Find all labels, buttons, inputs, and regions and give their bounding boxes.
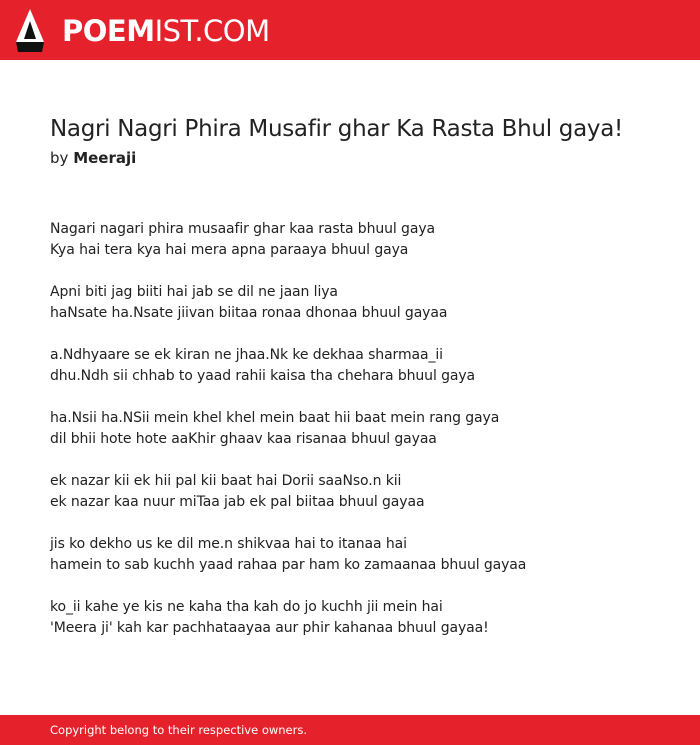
- stanza: [50, 219, 670, 261]
- poem-line: 'Meera ji' kah kar pachhataayaa aur phir kahanaa bhuul gayaa!: [50, 620, 489, 636]
- stanza: [50, 282, 670, 324]
- poem-line: Kya hai tera kya hai mera apna paraaya bhuul gaya: [50, 242, 409, 258]
- logo-light-text: IST.COM: [154, 14, 270, 48]
- poem-line: hamein to sab kuchh yaad rahaa par ham ko zamaanaa bhuul gayaa: [50, 557, 527, 573]
- poem-line: ha.Nsii ha.NSii mein khel khel mein baat hii baat mein rang gaya: [50, 410, 500, 426]
- poem-line: dil bhii hote hote aaKhir ghaav kaa risanaa bhuul gayaa: [50, 431, 437, 447]
- poem-line: Nagari nagari phira musaafir ghar kaa rasta bhuul gaya: [50, 221, 435, 237]
- site-logo[interactable]: [62, 11, 270, 51]
- author-name: Meeraji: [73, 149, 137, 167]
- poem-line: dhu.Ndh sii chhab to yaad rahii kaisa tha chehara bhuul gaya: [50, 368, 476, 384]
- stanza: [50, 471, 670, 513]
- stanza: [50, 345, 670, 387]
- poem-line: jis ko dekho us ke dil me.n shikvaa hai to itanaa hai: [50, 536, 407, 552]
- byline: [50, 149, 136, 167]
- pen-nib-icon[interactable]: [16, 9, 44, 52]
- by-label: by: [50, 149, 69, 167]
- poem-line: ek nazar kii ek hii pal kii baat hai Dorii saaNso.n kii: [50, 473, 402, 489]
- poem-body: [50, 219, 670, 660]
- stanza: [50, 534, 670, 576]
- poem-title: Nagri Nagri Phira Musafir ghar Ka Rasta Bhul gaya!: [50, 116, 623, 142]
- poem-line: ko_ii kahe ye kis ne kaha tha kah do jo kuchh jii mein hai: [50, 599, 443, 615]
- poem-line: haNsate ha.Nsate jiivan biitaa ronaa dhonaa bhuul gayaa: [50, 305, 448, 321]
- site-footer: [0, 715, 700, 745]
- site-header: [0, 0, 700, 60]
- logo-bold-text: POEM: [62, 14, 155, 48]
- poem-line: ek nazar kaa nuur miTaa jab ek pal biitaa bhuul gayaa: [50, 494, 425, 510]
- poem-line: Apni biti jag biiti hai jab se dil ne jaan liya: [50, 284, 338, 300]
- stanza: [50, 408, 670, 450]
- poem-line: a.Ndhyaare se ek kiran ne jhaa.Nk ke dekhaa sharmaa_ii: [50, 347, 443, 363]
- copyright-text: Copyright belong to their respective owners.: [50, 723, 308, 737]
- stanza: [50, 597, 670, 639]
